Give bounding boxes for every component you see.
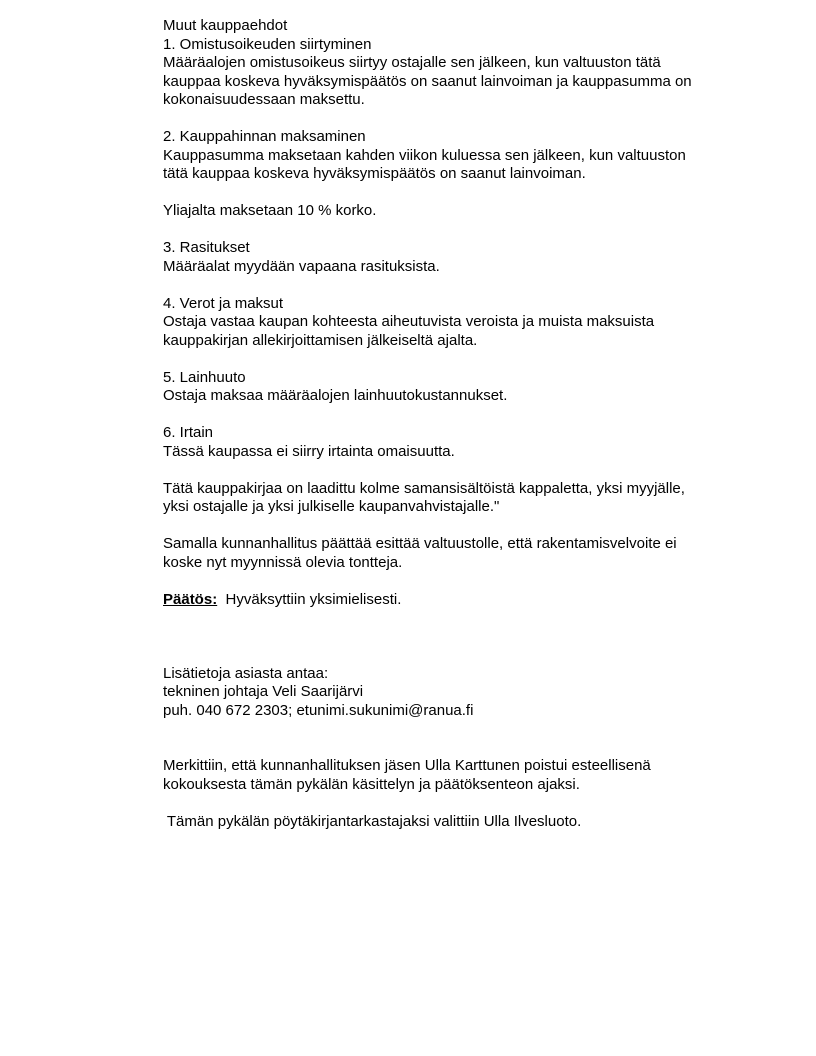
- section-2-text: Kauppasumma maksetaan kahden viikon kuluessa sen jälkeen, kun valtuuston: [163, 146, 686, 164]
- section-3-title: 3. Rasitukset: [163, 239, 250, 256]
- copies-text: Tätä kauppakirjaa on laadittu kolme samansisältöistä kappaletta, yksi myyjälle,: [163, 479, 685, 497]
- section-6-title: 6. Irtain: [163, 424, 214, 441]
- section-1-text: Määräalojen omistusoikeus siirtyy ostajalle sen jälkeen, kun valtuuston tätä: [163, 54, 661, 71]
- copies-text: yksi ostajalle ja yksi julkiselle kaupanvahvistajalle.": [163, 498, 500, 515]
- section-6-text: Tässä kaupassa ei siirry irtainta omaisuutta.: [163, 442, 455, 460]
- proposal-text: koske nyt myynnissä olevia tontteja.: [163, 553, 403, 571]
- section-4-text: kauppakirjan allekirjoittamisen jälkeiseltä ajalta.: [163, 331, 478, 349]
- section-2-title: 2. Kauppahinnan maksaminen: [163, 128, 366, 145]
- note-text: kokouksesta tämän pykälän käsittelyn ja päätöksenteon ajaksi.: [163, 775, 580, 793]
- decision-text: Hyväksyttiin yksimielisesti.: [217, 590, 402, 608]
- section-2-interest: Yliajalta maksetaan 10 % korko.: [163, 202, 377, 219]
- examiner-text: Tämän pykälän pöytäkirjantarkastajaksi valittiin Ulla Ilvesluoto.: [163, 812, 582, 830]
- section-1-text: kokonaisuudessaan maksettu.: [163, 91, 365, 108]
- note-text: Merkittiin, että kunnanhallituksen jäsen Ulla Karttunen poistui esteellisenä: [163, 757, 651, 774]
- section-5-title: 5. Lainhuuto: [163, 368, 246, 386]
- contact-person: tekninen johtaja Veli Saarijärvi: [163, 683, 364, 700]
- contact-details: puh. 040 672 2303; etunimi.sukunimi@ranua.fi: [163, 701, 474, 719]
- section-2-text: tätä kauppaa koskeva hyväksymispäätös on saanut lainvoiman.: [163, 165, 586, 182]
- document-page: [163, 17, 763, 831]
- section-3-text: Määräalat myydään vapaana rasituksista.: [163, 257, 440, 275]
- section-1-title: 1. Omistusoikeuden siirtyminen: [163, 35, 372, 53]
- decision: [163, 591, 763, 610]
- contact-heading: Lisätietoja asiasta antaa:: [163, 664, 329, 682]
- section-1-text: kauppaa koskeva hyväksymispäätös on saanut lainvoiman ja kauppasumma on: [163, 72, 692, 90]
- intro-heading: Muut kauppaehdot: [163, 17, 288, 34]
- section-4-title: 4. Verot ja maksut: [163, 294, 284, 312]
- proposal-text: Samalla kunnanhallitus päättää esittää valtuustolle, että rakentamisvelvoite ei: [163, 535, 677, 552]
- section-4-text: Ostaja vastaa kaupan kohteesta aiheutuvista veroista ja muista maksuista: [163, 313, 655, 330]
- section-5-text: Ostaja maksaa määräalojen lainhuutokustannukset.: [163, 387, 508, 404]
- decision-label: Päätös:: [163, 590, 218, 608]
